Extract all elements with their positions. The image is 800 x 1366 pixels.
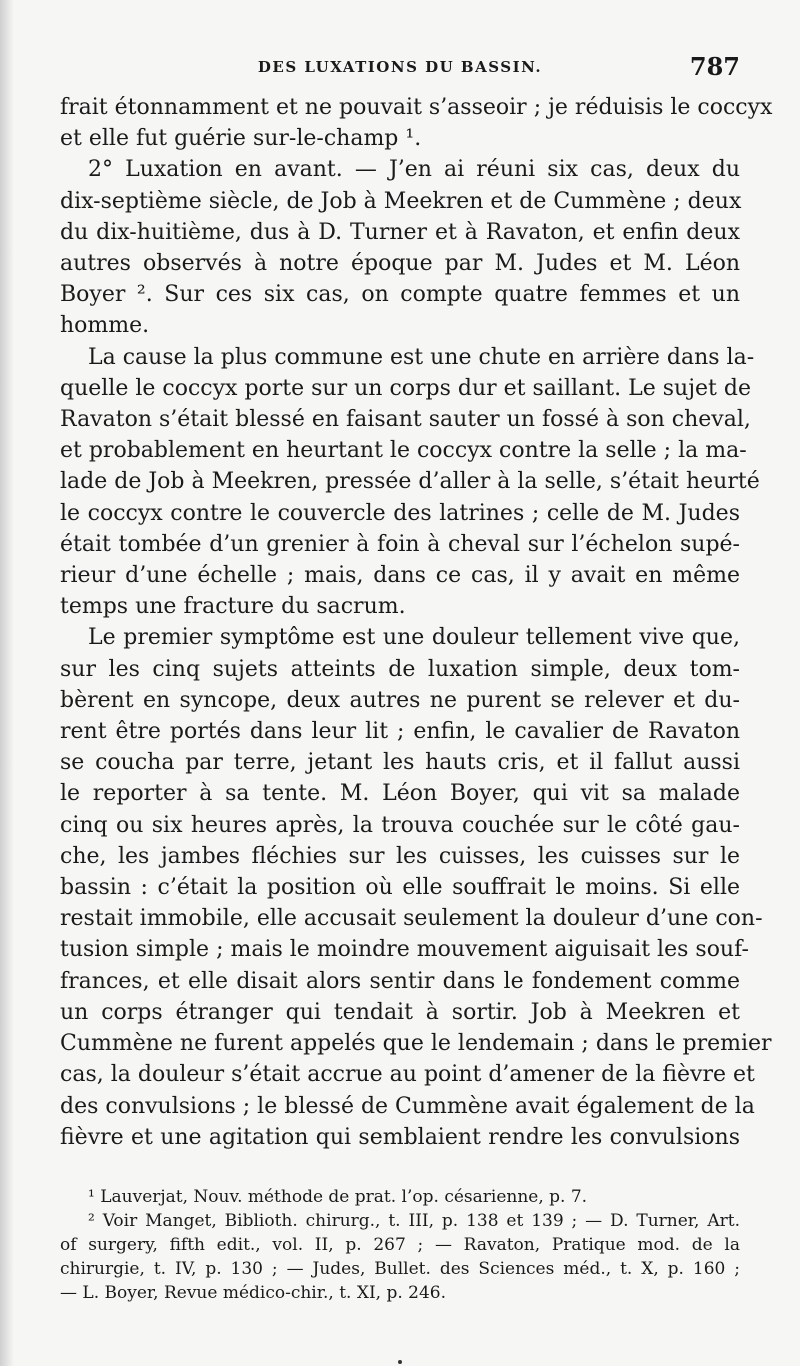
text-line: temps une fracture du sacrum. (60, 594, 406, 620)
text-line: restait immobile, elle accusait seulement la douleur d’une con- (60, 906, 763, 932)
text-line: du dix-huitième, dus à D. Turner et à Ravaton, et enfin deux (60, 219, 740, 245)
text-line: Cummène ne furent appelés que le lendemain ; dans le premier (60, 1031, 772, 1057)
text-line: le coccyx contre le couvercle des latrines ; celle de M. Judes (60, 500, 740, 526)
footnotes (60, 1185, 740, 1305)
running-title: DES LUXATIONS DU BASSIN. (257, 58, 543, 76)
text-line: bassin : c’était la position où elle souffrait le moins. Si elle (60, 875, 740, 901)
footnote-2-continued: — L. Boyer, Revue médico-chir., t. XI, p. 246. (60, 1283, 447, 1303)
text-line: tusion simple ; mais le moindre mouvement aiguisait les souf- (60, 937, 749, 963)
footnote-2: ² Voir Manget, Biblioth. chirurg., t. III, p. 138 et 139 ; — D. Turner, Art. (88, 1211, 740, 1231)
footnote-2-continued: of surgery, fifth edit., vol. II, p. 267 ; — Ravaton, Pratique mod. de la (60, 1235, 740, 1255)
text-line: un corps étranger qui tendait à sortir. Job à Meekren et (60, 999, 740, 1025)
text-line: frait étonnamment et ne pouvait s’asseoir ; je réduisis le coccyx (60, 95, 773, 120)
page-edge-shadow (0, 0, 14, 1366)
page-mark (398, 1360, 402, 1364)
text-line: 2° Luxation en avant. — J’en ai réuni six cas, deux du (88, 157, 740, 183)
footnote-2-continued: chirurgie, t. IV, p. 130 ; — Judes, Bullet. des Sciences méd., t. X, p. 160 ; (60, 1259, 740, 1279)
text-line: cinq ou six heures après, la trouva couchée sur le côté gau- (60, 812, 740, 838)
text-line: lade de Job à Meekren, pressée d’aller à la selle, s’était heurté (60, 469, 760, 495)
text-line: La cause la plus commune est une chute en arrière dans la- (88, 344, 755, 370)
body-text (60, 92, 773, 1153)
text-line: et probablement en heurtant le coccyx contre la selle ; la ma- (60, 438, 747, 464)
text-line: des convulsions ; le blessé de Cummène avait également de la (60, 1093, 755, 1119)
text-line: rent être portés dans leur lit ; enfin, le cavalier de Ravaton (60, 719, 740, 745)
text-line: cas, la douleur s’était accrue au point d’amener de la fièvre et (60, 1062, 755, 1088)
text-line: Le premier symptôme est une douleur tellement vive que, (88, 625, 740, 651)
text-line: quelle le coccyx porte sur un corps dur et saillant. Le sujet de (60, 375, 751, 401)
text-line: sur les cinq sujets atteints de luxation simple, deux tom- (60, 656, 740, 682)
text-line: dix-septième siècle, de Job à Meekren et de Cummène ; deux (60, 188, 742, 214)
text-line: Boyer ². Sur ces six cas, on compte quatre femmes et un (60, 282, 740, 308)
text-line: et elle fut guérie sur-le-champ ¹. (60, 126, 422, 152)
text-line: fièvre et une agitation qui semblaient rendre les convulsions (60, 1124, 740, 1150)
text-line: bèrent en syncope, deux autres ne purent se relever et du- (60, 687, 740, 713)
text-line: rieur d’une échelle ; mais, dans ce cas, il y avait en même (60, 563, 740, 589)
text-line: se coucha par terre, jetant les hauts cris, et il fallut aussi (60, 750, 740, 776)
text-line: homme. (60, 313, 150, 339)
text-line: che, les jambes fléchies sur les cuisses, les cuisses sur le (60, 843, 740, 869)
text-line: Ravaton s’était blessé en faisant sauter un fossé à son cheval, (60, 407, 751, 433)
running-head (60, 52, 740, 84)
footnote-1: ¹ Lauverjat, Nouv. méthode de prat. l’op. césarienne, p. 7. (88, 1187, 588, 1207)
text-line: était tombée d’un grenier à foin à cheval sur l’échelon supé- (60, 531, 740, 557)
page-number: 787 (689, 52, 740, 81)
text-line: le reporter à sa tente. M. Léon Boyer, qui vit sa malade (60, 781, 740, 807)
text-line: autres observés à notre époque par M. Judes et M. Léon (60, 251, 740, 277)
text-line: frances, et elle disait alors sentir dans le fondement comme (60, 968, 740, 994)
